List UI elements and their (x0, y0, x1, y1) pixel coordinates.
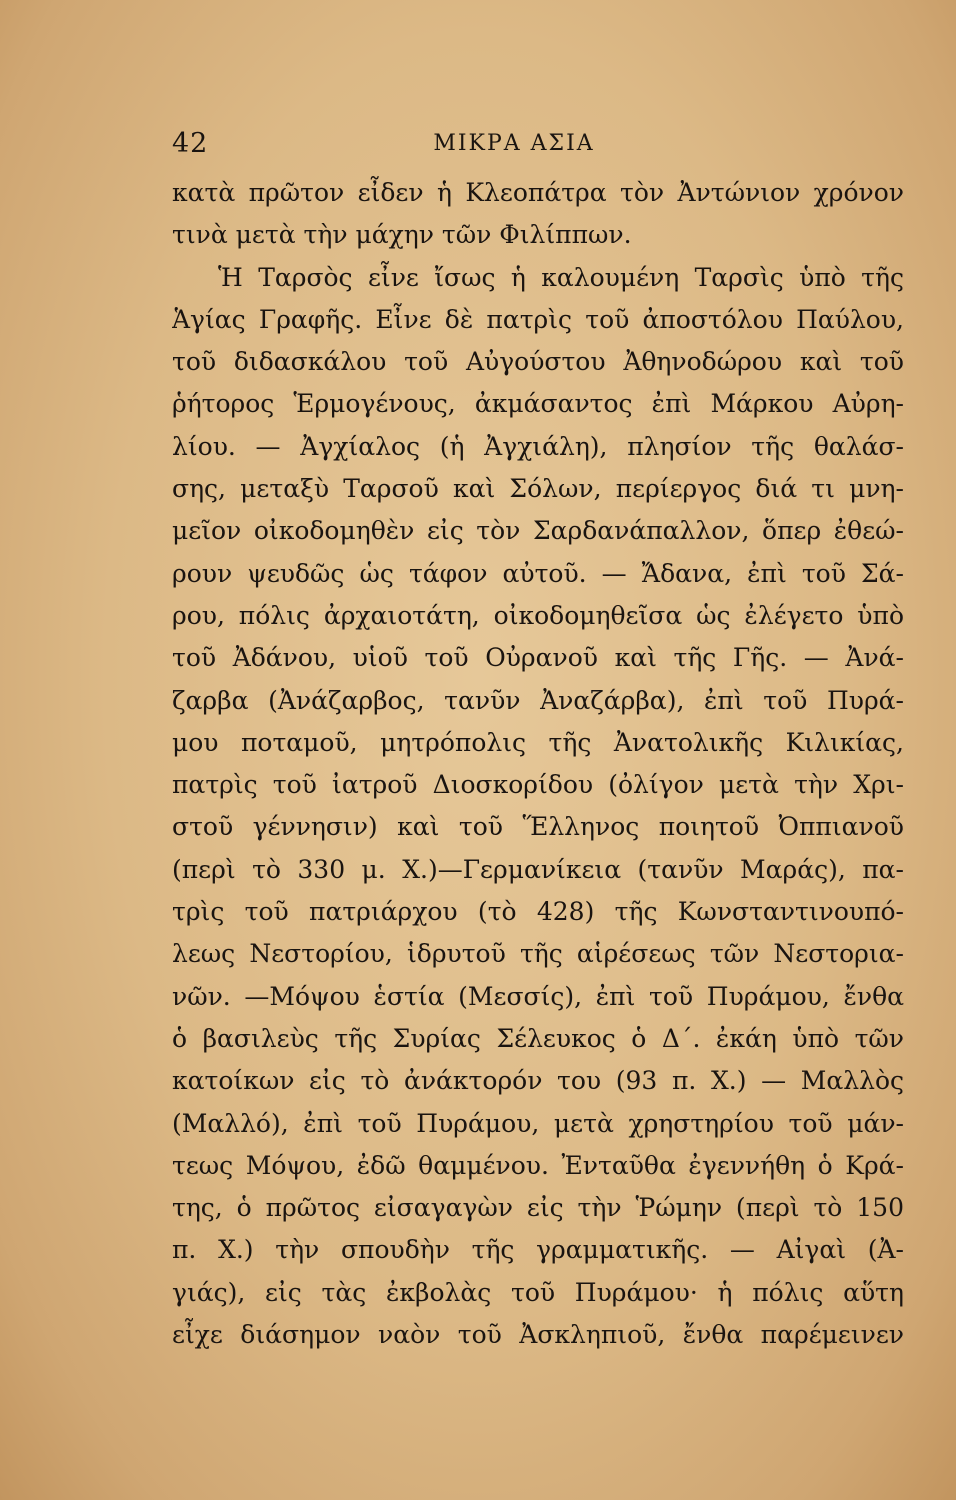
text-line: μου ποταμοῦ, μητρόπολις τῆς Ἀνατολικῆς Κιλικίας, (172, 727, 904, 757)
text-line: τοῦ Ἀδάνου, υἱοῦ τοῦ Οὐρανοῦ καὶ τῆς Γῆς. — Ἀνά- (172, 643, 904, 673)
text-line: νῶν. —Μόψου ἑστία (Μεσσίς), ἐπὶ τοῦ Πυράμου, ἔνθα (172, 981, 904, 1011)
text-line: (Μαλλό), ἐπὶ τοῦ Πυράμου, μετὰ χρηστηρίου τοῦ μάν- (172, 1108, 904, 1138)
text-line: γιάς), εἰς τὰς ἐκβολὰς τοῦ Πυράμου· ἡ πόλις αὕτη (172, 1277, 904, 1307)
text-line: ρουν ψευδῶς ὡς τάφον αὐτοῦ. — Ἄδανα, ἐπὶ τοῦ Σά- (172, 558, 904, 588)
text-line: πατρὶς τοῦ ἰατροῦ Διοσκορίδου (ὀλίγον μετὰ τὴν Χρι- (172, 770, 904, 800)
body-text (172, 172, 904, 1356)
page-header (172, 122, 902, 166)
text-line: της, ὁ πρῶτος εἰσαγαγὼν εἰς τὴν Ῥώμην (περὶ τὸ 150 (172, 1193, 904, 1223)
text-line: π. Χ.) τὴν σπουδὴν τῆς γραμματικῆς. — Αἰγαὶ (Ἀ- (172, 1235, 904, 1265)
text-line: τρὶς τοῦ πατριάρχου (τὸ 428) τῆς Κωνσταντινουπό- (172, 897, 904, 927)
text-line: ὁ βασιλεὺς τῆς Συρίας Σέλευκος ὁ Δ΄. ἐκάη ὑπὸ τῶν (172, 1023, 904, 1053)
text-line: ζαρβα (Ἀνάζαρβος, τανῦν Ἀναζάρβα), ἐπὶ τοῦ Πυρά- (172, 685, 904, 715)
text-line: σης, μεταξὺ Ταρσοῦ καὶ Σόλων, περίεργος διά τι μνη- (172, 474, 904, 504)
running-title: ΜΙΚΡΑ ΑΣΙΑ (433, 131, 595, 156)
text-line: στοῦ γέννησιν) καὶ τοῦ Ἕλληνος ποιητοῦ Ὀππιανοῦ (172, 812, 904, 842)
text-line: μεῖον οἰκοδομηθὲν εἰς τὸν Σαρδανάπαλλον, ὅπερ ἐθεώ- (172, 516, 904, 546)
text-line: λίου. — Ἀγχίαλος (ἡ Ἀγχιάλη), πλησίον τῆς θαλάσ- (172, 431, 904, 461)
page-number: 42 (172, 128, 209, 159)
text-line: κατοίκων εἰς τὸ ἀνάκτορόν του (93 π. Χ.) — Μαλλὸς (172, 1066, 904, 1096)
text-line: (περὶ τὸ 330 μ. Χ.)—Γερμανίκεια (τανῦν Μαράς), πα- (172, 854, 904, 884)
text-line: εἶχε διάσημον ναὸν τοῦ Ἀσκληπιοῦ, ἔνθα παρέμεινεν (172, 1320, 904, 1350)
text-line: λεως Νεστορίου, ἱδρυτοῦ τῆς αἱρέσεως τῶν Νεστορια- (172, 939, 904, 969)
text-line: τινὰ μετὰ τὴν μάχην τῶν Φιλίππων. (172, 220, 632, 250)
text-line: ρου, πόλις ἀρχαιοτάτη, οἰκοδομηθεῖσα ὡς ἐλέγετο ὑπὸ (172, 600, 904, 630)
text-line: τεως Μόψου, ἐδῶ θαμμένου. Ἐνταῦθα ἐγεννήθη ὁ Κρά- (172, 1150, 904, 1180)
text-line: Ἁγίας Γραφῆς. Εἶνε δὲ πατρὶς τοῦ ἀποστόλου Παύλου, (172, 304, 904, 334)
text-line: τοῦ διδασκάλου τοῦ Αὐγούστου Ἀθηνοδώρου καὶ τοῦ (172, 347, 904, 377)
text-line: κατὰ πρῶτον εἶδεν ἡ Κλεοπάτρα τὸν Ἀντώνιον χρόνον (172, 178, 904, 207)
text-line: ῥήτορος Ἑρμογένους, ἀκμάσαντος ἐπὶ Μάρκου Αὐρη- (172, 389, 904, 419)
text-line: Ἡ Ταρσὸς εἶνε ἴσως ἡ καλουμένη Ταρσὶς ὑπὸ τῆς (218, 262, 904, 292)
